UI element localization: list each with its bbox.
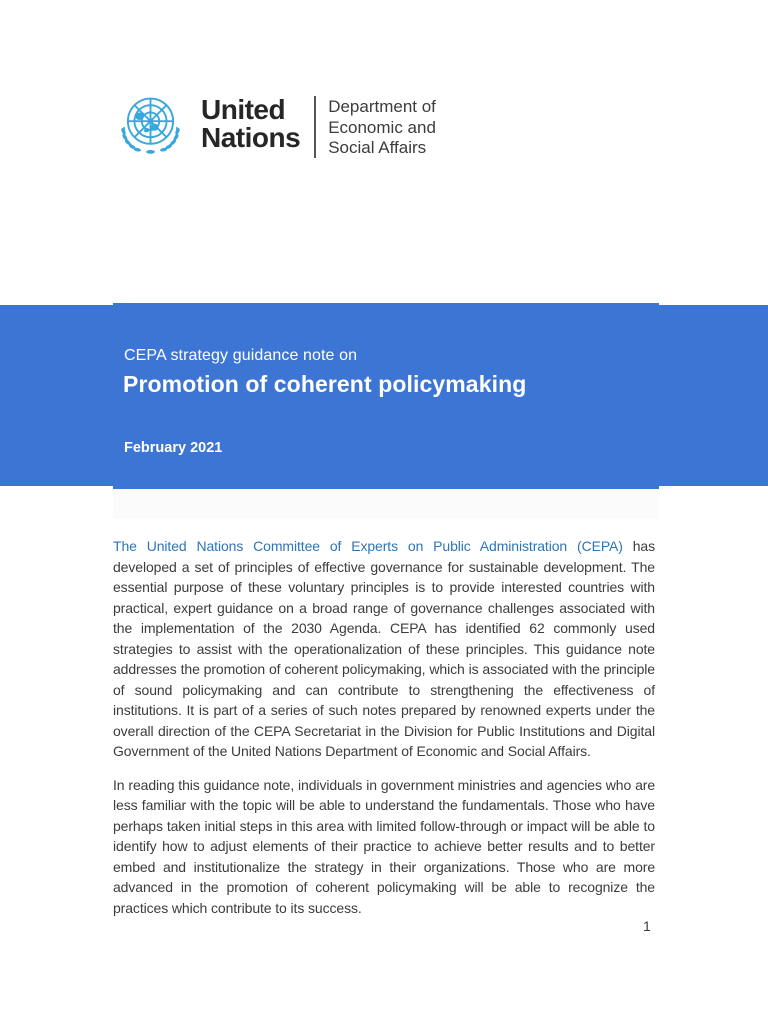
org-name-line2: Nations [201, 122, 301, 153]
un-emblem-icon [113, 92, 188, 165]
paragraph-2: In reading this guidance note, individuals in government ministries and agencies who are less familiar with the topic will be able to understand the fundamentals. Those who have perhaps taken initial steps in this area with limited follow-through or impact will be able to identify how to adjust elements of their practice to achieve better results and to better embed and institutionalize the strategy in their organizations. Those who are more advanced in the promotion of coherent policymaking will be able to recognize the practices which contribute to its success. [113, 776, 655, 916]
page-number: 1 [643, 918, 651, 934]
paragraph-1 [113, 536, 655, 762]
banner-kicker: CEPA strategy guidance note on [124, 347, 358, 364]
page-title: Promotion of coherent policymaking [123, 371, 527, 397]
department-line2: Economic and [328, 117, 436, 137]
department-name [328, 92, 436, 159]
department-line1: Department of [328, 97, 436, 116]
department-line3: Social Affairs [328, 138, 427, 157]
logo-divider [314, 96, 316, 158]
cepa-link[interactable]: The United Nations Committee of Experts on Public Administration (CEPA) [113, 538, 623, 554]
paragraph-1-text: has developed a set of principles of effective governance for sustainable development. The essential purpose of these voluntary principles is to provide interested countries with practical, expert guidance on a broad range of governance challenges associated with the implementation of the 2030 Agenda. CEPA has identified 62 commonly used strategies to assist with the operationalization of these principles. This guidance note addresses the promotion of coherent policymaking, which is associated with the principle of sound policymaking and can contribute to strengthening the effectiveness of institutions. It is part of a series of such notes prepared by renowned experts under the overall direction of the CEPA Secretariat in the Division for Public Institutions and Digital Government of the United Nations Department of Economic and Social Affairs. [113, 538, 655, 759]
org-name [201, 92, 300, 152]
banner-lower-strip [113, 489, 659, 519]
document-body [113, 536, 655, 931]
un-desa-logo [113, 92, 436, 165]
org-name-line1: United [201, 94, 286, 125]
banner-date: February 2021 [124, 440, 223, 456]
